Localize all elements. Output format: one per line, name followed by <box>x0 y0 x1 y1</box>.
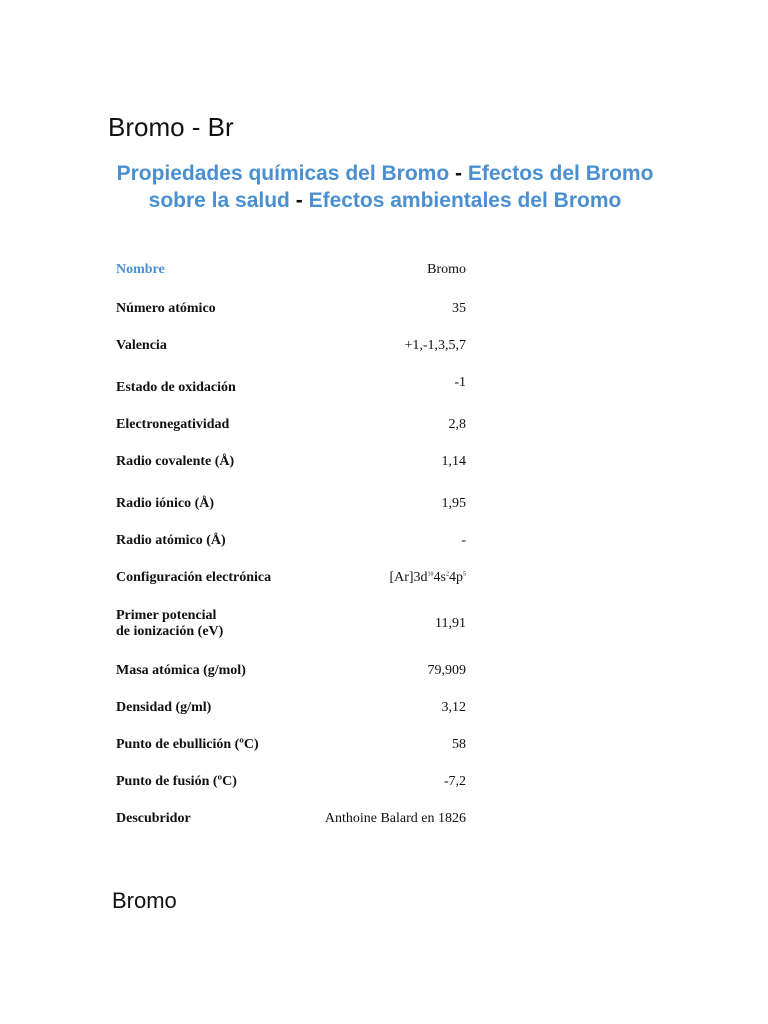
property-value: +1,-1,3,5,7 <box>404 337 466 353</box>
property-row <box>116 763 466 800</box>
link-chemical-properties[interactable]: Propiedades químicas del Bromo <box>116 162 450 185</box>
property-value: 58 <box>452 736 466 752</box>
property-label: Radio atómico (Å) <box>116 532 226 548</box>
link-separator: - <box>455 162 463 185</box>
property-row <box>116 327 466 364</box>
property-label: Punto de fusión (ºC) <box>116 773 237 789</box>
electron-configuration: $[Ar]3d^{10}4s^24p^5$ <box>389 569 466 585</box>
property-value: 2,8 <box>448 417 466 432</box>
property-value: - <box>461 532 466 548</box>
properties-table <box>116 250 466 837</box>
property-label: Radio iónico (Å) <box>116 495 214 511</box>
link-environmental-effects[interactable]: Efectos ambientales del Bromo <box>308 189 622 212</box>
property-row <box>116 364 466 411</box>
property-value: 3,12 <box>441 699 466 715</box>
property-value: 11,91 <box>435 616 466 631</box>
section-heading: Bromo <box>112 888 177 913</box>
property-row <box>116 800 466 837</box>
property-label: Masa atómica (g/mol) <box>116 662 246 678</box>
property-label: Radio covalente (Å) <box>116 454 235 469</box>
link-separator: - <box>295 189 303 212</box>
property-value: -1 <box>454 374 466 390</box>
page-title: Bromo - Br <box>108 112 234 142</box>
related-links <box>110 160 660 214</box>
property-row <box>116 559 466 596</box>
property-row <box>116 652 466 689</box>
property-label: Electronegatividad <box>116 417 230 432</box>
property-label: Valencia <box>116 337 167 353</box>
property-row <box>116 596 466 652</box>
property-label: Punto de ebullición (ºC) <box>116 736 259 752</box>
property-label: Primer potencial de ionización (eV) <box>116 608 224 639</box>
property-row <box>116 522 466 559</box>
property-value: -7,2 <box>443 773 466 789</box>
property-label: Configuración electrónica <box>116 569 272 585</box>
property-label: Densidad (g/ml) <box>116 699 212 715</box>
property-label: Número atómico <box>116 300 216 316</box>
property-label: Descubridor <box>116 810 191 826</box>
property-value: 1,95 <box>441 495 466 511</box>
property-value: 79,909 <box>427 662 466 678</box>
property-row <box>116 411 466 439</box>
property-row <box>116 726 466 763</box>
property-value: Anthoine Balard en 1826 <box>324 810 466 826</box>
property-row <box>116 290 466 327</box>
property-value: 1,14 <box>441 454 466 469</box>
property-value: 35 <box>452 300 466 316</box>
property-row <box>116 250 466 290</box>
property-row <box>116 485 466 522</box>
property-label: Estado de oxidación <box>116 379 236 395</box>
property-row <box>116 439 466 485</box>
property-value: Bromo <box>427 262 466 277</box>
property-label: Nombre <box>116 262 165 277</box>
property-row <box>116 689 466 726</box>
link-health-effects[interactable]: Efectos del Bromo sobre la salud <box>148 162 654 212</box>
